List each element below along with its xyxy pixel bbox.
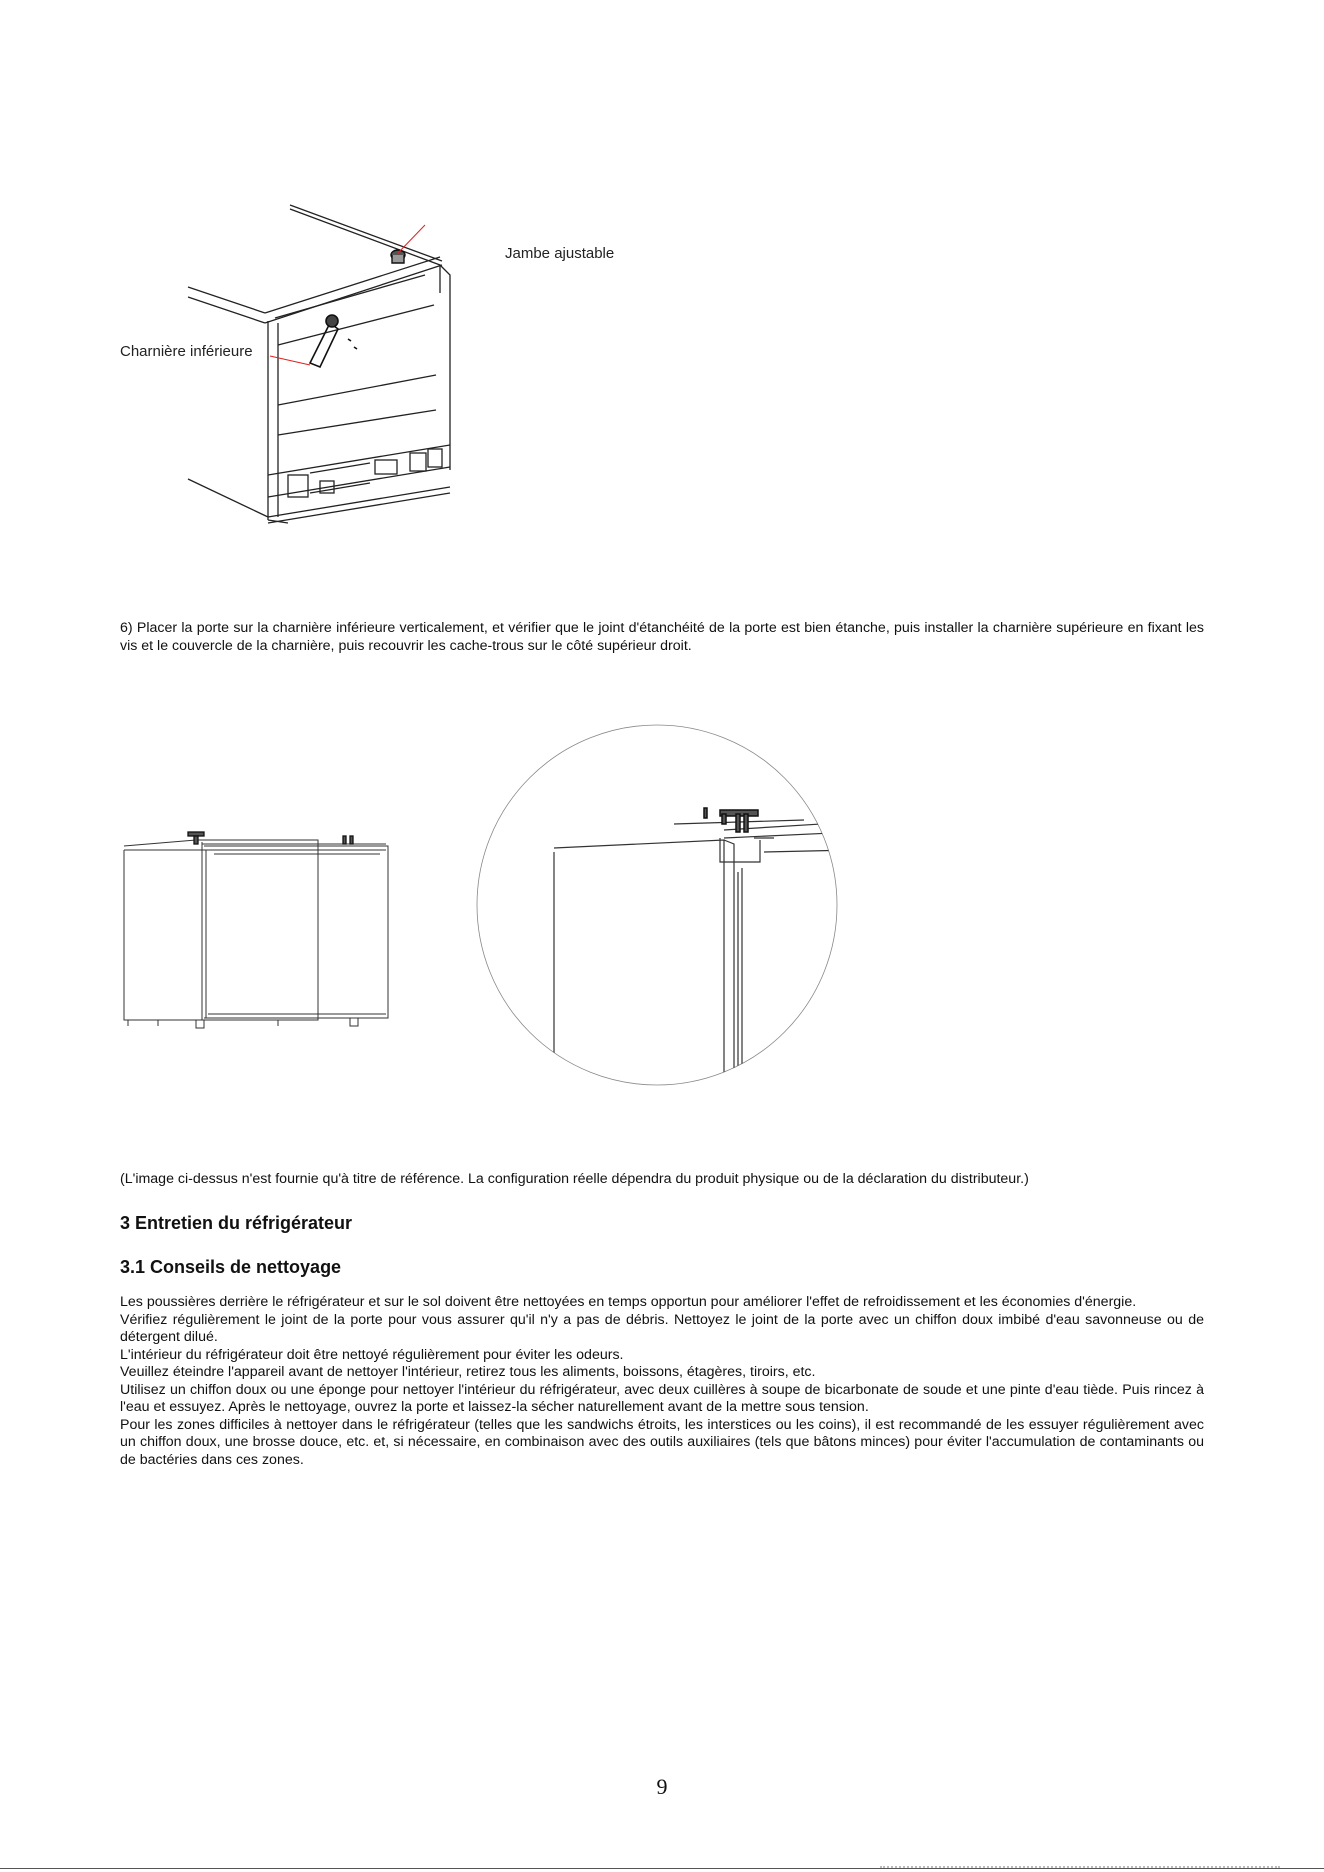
zoom-detail-diagram (474, 722, 844, 1092)
label-adjustable-leg: Jambe ajustable (505, 245, 615, 262)
step-6-text: 6) Placer la porte sur la charnière inférieure verticalement, et vérifier que le joint d'étanchéité de la porte est bien étanche, puis installer la charnière supérieure en fixant les vis et le couvercle de la charnière, puis recouvrir les cache-trous sur le côté supérieur droit. (120, 620, 1204, 654)
cleaning-tip: L'intérieur du réfrigérateur doit être nettoyé régulièrement pour éviter les odeurs. (120, 1346, 624, 1363)
page-number: 9 (656, 1774, 668, 1799)
cleaning-tips (120, 1294, 1204, 1469)
cleaning-tip: Veuillez éteindre l'appareil avant de nettoyer l'intérieur, retirez tous les aliments, boissons, étagères, tiroirs, etc. (120, 1364, 816, 1380)
cleaning-tip: Utilisez un chiffon doux ou une éponge pour nettoyer l'intérieur du réfrigérateur, avec deux cuillères à soupe de bicarbonate de soude et une pinte d'eau tiède. Puis rincez à l'eau et essuyez. Après le nettoyage, ouvrez la porte et laissez-la sécher naturellement avant de la mettre sous tension. (120, 1381, 1204, 1415)
cleaning-tip: Les poussières derrière le réfrigérateur et sur le sol doivent être nettoyées en temps opportun pour améliorer l'effet de refroidissement et les économies d'énergie. (120, 1294, 1137, 1310)
figure-caption: (L'image ci-dessus n'est fournie qu'à titre de référence. La configuration réelle dépendra du produit physique ou de la déclaration du distributeur.) (120, 1171, 1029, 1187)
fridge-door-diagram (118, 828, 398, 1028)
fridge-base-diagram (170, 205, 510, 550)
label-lower-hinge: Charnière inférieure (120, 343, 253, 360)
subsection-heading: 3.1 Conseils de nettoyage (120, 1257, 342, 1277)
cleaning-tip: Pour les zones difficiles à nettoyer dans le réfrigérateur (telles que les sandwichs étroits, les interstices ou les coins), il est recommandé de les essuyer régulièrement avec un chiffon doux, une brosse douce, etc. et, si nécessaire, en combinaison avec des outils auxiliaires (tels que bâtons minces) pour éviter l'accumulation de contaminants ou de bactéries dans ces zones. (120, 1416, 1204, 1468)
footer-ghost-text (880, 1866, 1280, 1872)
cleaning-tip: Vérifiez régulièrement le joint de la porte pour vous assurer qu'il n'y a pas de débris. Nettoyez le joint de la porte avec un chiffon doux imbibé d'eau savonneuse ou de détergent dilué. (120, 1311, 1204, 1345)
section-heading: 3 Entretien du réfrigérateur (120, 1213, 353, 1233)
